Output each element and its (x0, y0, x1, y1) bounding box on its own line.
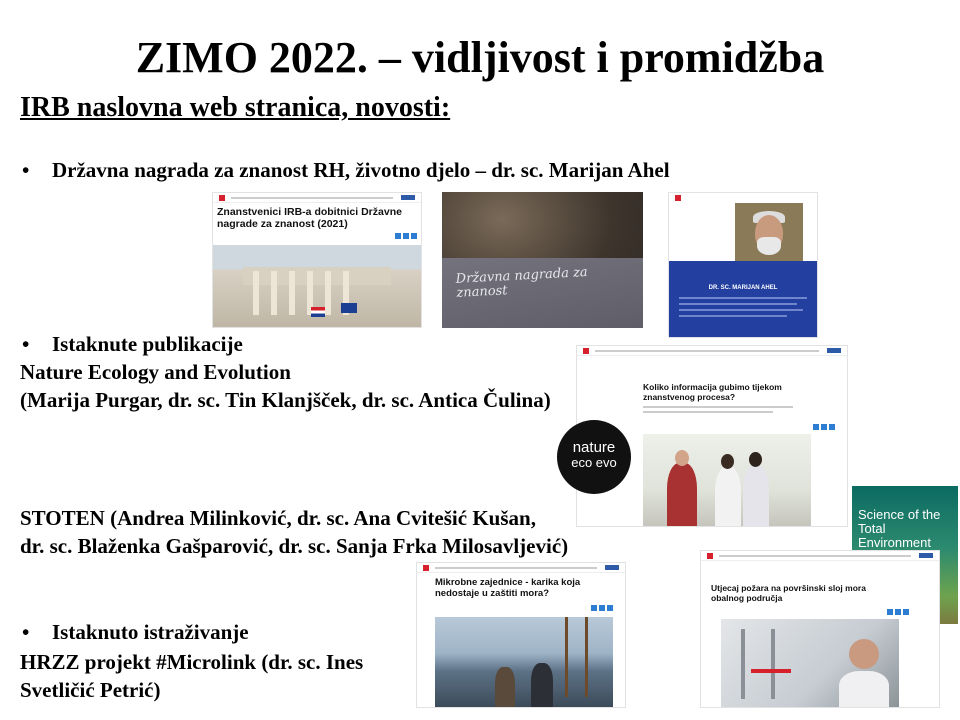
research-bullet-text: Istaknuto istraživanje (52, 620, 249, 644)
publications-bullet (22, 330, 243, 358)
research-line-2: Svetličić Petrić) (20, 678, 161, 702)
share-icons (887, 609, 909, 615)
award-photo-text: Državna nagrada za znanost (455, 265, 589, 301)
award-bullet-text: Državna nagrada za znanost RH, životno djelo – dr. sc. Marijan Ahel (52, 158, 670, 182)
building-photo (213, 245, 421, 327)
share-icons (591, 605, 613, 611)
award-photo (442, 192, 643, 328)
award-news-screenshot (212, 192, 422, 328)
nature-logo-line2: eco evo (571, 455, 617, 470)
nature-ecology-evolution-logo (557, 420, 631, 494)
nature-article-title: Koliko informacija gubimo tijekom znanstvenog procesa? (643, 382, 782, 402)
stoten-cover-title: Science of the Total Environment (858, 507, 941, 550)
irb-logo-icon (707, 553, 713, 559)
microlink-article-title: Mikrobne zajednice - karika koja nedostaje u zaštiti mora? (435, 577, 581, 599)
portrait-name: DR. SC. MARIJAN AHEL (708, 285, 778, 291)
irb-logo-icon (675, 195, 681, 201)
portrait-news-screenshot (668, 192, 818, 338)
irb-logo-icon (583, 348, 589, 354)
slide-subtitle: IRB naslovna web stranica, novosti: (20, 92, 451, 123)
research-bullet (22, 618, 249, 646)
lab-photo (721, 619, 899, 707)
share-icons (813, 424, 835, 430)
stoten-line-1: STOTEN (Andrea Milinković, dr. sc. Ana Cvitešić Kušan, (20, 506, 536, 530)
bullet-marker: • (22, 158, 30, 182)
researchers-photo (643, 434, 811, 527)
award-news-title: Znanstvenici IRB-a dobitnici Državne nagrade za znanost (2021) (217, 206, 402, 230)
stoten-line-2: dr. sc. Blaženka Gašparović, dr. sc. Sanja Frka Milosavljević) (20, 534, 569, 558)
fire-article-screenshot (700, 550, 940, 708)
bullet-marker: • (22, 620, 30, 644)
publications-bullet-text: Istaknute publikacije (52, 332, 243, 356)
croatian-flag-icon (311, 307, 325, 317)
microlink-article-screenshot (416, 562, 626, 708)
portrait-info-panel (669, 261, 817, 337)
eu-flag-icon (341, 303, 357, 313)
award-bullet (22, 156, 670, 184)
site-nav (213, 193, 421, 203)
fire-article-title: Utjecaj požara na površinski sloj mora obalnog područja (711, 583, 866, 603)
slide-title: ZIMO 2022. – vidljivost i promidžba (135, 33, 825, 82)
nature-authors-line: (Marija Purgar, dr. sc. Tin Klanjšček, dr. sc. Antica Čulina) (20, 388, 551, 412)
irb-logo-icon (423, 565, 429, 571)
sea-sampling-photo (435, 617, 613, 707)
research-line-1: HRZZ projekt #Microlink (dr. sc. Ines (20, 650, 364, 674)
irb-logo-icon (219, 195, 225, 201)
nature-logo-line1: nature (572, 439, 616, 456)
share-icons (213, 233, 421, 241)
bullet-marker: • (22, 332, 30, 356)
nature-journal-line: Nature Ecology and Evolution (20, 360, 291, 384)
